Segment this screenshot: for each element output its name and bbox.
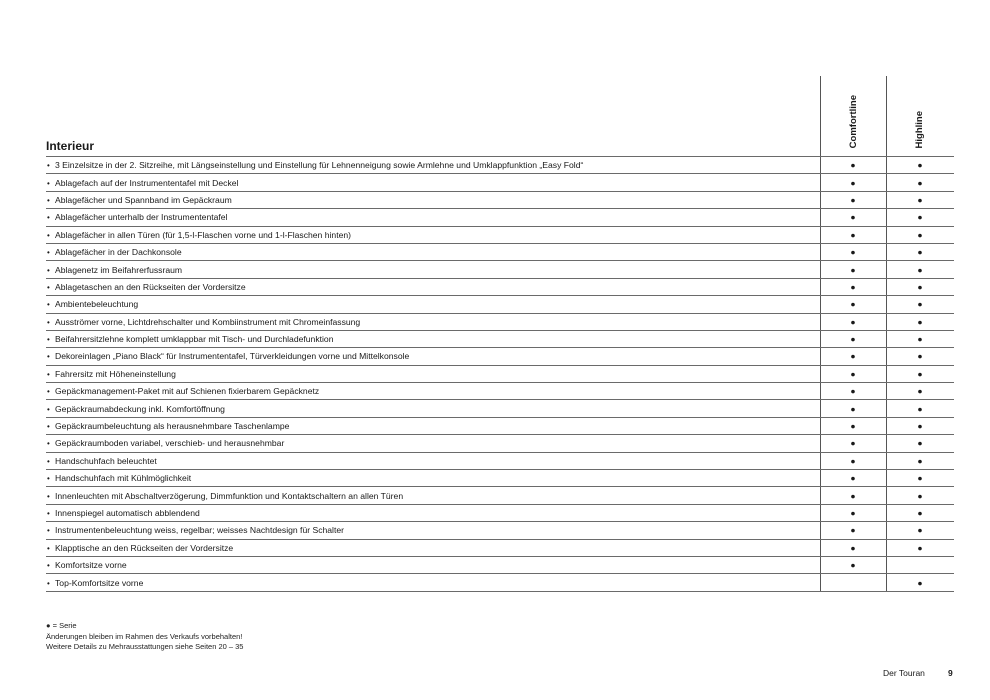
feature-cell <box>46 539 820 556</box>
feature-cell <box>46 278 820 295</box>
feature-cell <box>46 174 820 191</box>
comfortline-cell <box>820 365 886 382</box>
comfortline-cell <box>820 278 886 295</box>
standard-dot-icon: ● <box>850 177 856 188</box>
standard-dot-icon: ● <box>850 473 856 484</box>
bullet-icon: • <box>47 230 50 240</box>
footer-page-number: 9 <box>948 668 953 678</box>
standard-dot-icon: ● <box>850 508 856 518</box>
standard-dot-icon: ● <box>850 194 856 205</box>
table-row <box>46 348 954 365</box>
standard-dot-icon: ● <box>917 316 923 327</box>
table-row <box>46 243 954 260</box>
feature-label: Ablagefächer in allen Türen (für 1,5-l-Flaschen vorne und 1-l-Flaschen hinten) <box>55 229 352 240</box>
standard-dot-icon: ● <box>850 490 856 501</box>
feature-cell <box>46 243 820 260</box>
standard-dot-icon: ● <box>917 194 923 205</box>
table-row <box>46 504 954 521</box>
standard-dot-icon: ● <box>917 212 923 223</box>
standard-dot-icon: ● <box>917 160 923 171</box>
section-title: Interieur <box>46 139 95 153</box>
highline-cell <box>886 157 954 174</box>
feature-label: Gepäckraumboden variabel, verschieb- und herausnehmbar <box>55 438 285 449</box>
feature-label: Ablagefächer in der Dachkonsole <box>55 247 182 258</box>
feature-label: Ablagefächer unterhalb der Instrumententafel <box>55 212 228 223</box>
feature-label: 3 Einzelsitze in der 2. Sitzreihe, mit Längseinstellung und Einstellung für Lehnenneigung sowie Armlehne und Umklappfunktion „Easy Fold“ <box>55 160 584 171</box>
comfortline-cell <box>820 417 886 434</box>
table-row <box>46 400 954 417</box>
standard-dot-icon: ● <box>850 368 856 379</box>
table-row <box>46 330 954 347</box>
bullet-icon: • <box>47 404 50 414</box>
highline-cell <box>886 243 954 260</box>
standard-dot-icon: ● <box>917 525 923 536</box>
bullet-icon: • <box>47 352 50 362</box>
bullet-icon: • <box>47 526 50 536</box>
table-row <box>46 417 954 434</box>
standard-dot-icon: ● <box>917 386 923 397</box>
table-row <box>46 157 954 174</box>
standard-dot-icon: ● <box>850 560 856 571</box>
highline-cell <box>886 470 954 487</box>
standard-dot-icon: ● <box>850 455 856 466</box>
feature-cell <box>46 522 820 539</box>
feature-cell <box>46 330 820 347</box>
equipment-table-body <box>46 157 954 592</box>
standard-dot-icon: ● <box>917 368 923 379</box>
highline-cell <box>886 522 954 539</box>
comfortline-cell <box>820 226 886 243</box>
standard-dot-icon: ● <box>917 455 923 466</box>
standard-dot-icon: ● <box>917 473 923 484</box>
feature-label: Innenspiegel automatisch abblendend <box>55 508 200 518</box>
standard-dot-icon: ● <box>917 438 923 449</box>
standard-dot-icon: ● <box>917 351 923 362</box>
bullet-icon: • <box>47 509 50 518</box>
bullet-icon: • <box>47 561 50 571</box>
table-row <box>46 556 954 573</box>
highline-cell <box>886 191 954 208</box>
highline-cell <box>886 174 954 191</box>
feature-label: Innenleuchten mit Abschaltverzögerung, Dimmfunktion und Kontaktschaltern an allen Türen <box>55 490 404 501</box>
column-header-comfortline <box>843 86 863 148</box>
standard-dot-icon: ● <box>850 247 856 258</box>
feature-cell <box>46 261 820 278</box>
comfortline-cell <box>820 383 886 400</box>
standard-dot-icon: ● <box>917 542 923 553</box>
bullet-icon: • <box>47 422 50 432</box>
table-row <box>46 470 954 487</box>
legend-reference: Weitere Details zu Mehrausstattungen siehe Seiten 20 – 35 <box>46 642 244 651</box>
comfortline-cell <box>820 191 886 208</box>
highline-cell <box>886 278 954 295</box>
comfortline-cell <box>820 487 886 504</box>
comfortline-cell <box>820 470 886 487</box>
feature-label: Handschuhfach beleuchtet <box>55 455 157 466</box>
highline-cell <box>886 296 954 313</box>
comfortline-cell <box>820 330 886 347</box>
highline-cell <box>886 383 954 400</box>
standard-dot-icon: ● <box>917 177 923 188</box>
highline-cell <box>886 452 954 469</box>
table-row <box>46 365 954 382</box>
standard-dot-icon: ● <box>850 229 856 240</box>
highline-cell <box>886 261 954 278</box>
table-row <box>46 261 954 278</box>
feature-cell <box>46 209 820 226</box>
feature-cell <box>46 574 820 591</box>
highline-cell <box>886 556 954 573</box>
bullet-icon: • <box>47 265 50 275</box>
standard-dot-icon: ● <box>917 247 923 258</box>
highline-cell <box>886 348 954 365</box>
feature-cell <box>46 504 820 521</box>
feature-label: Fahrersitz mit Höheneinstellung <box>55 368 176 379</box>
table-row <box>46 487 954 504</box>
standard-dot-icon: ● <box>850 542 856 553</box>
table-row <box>46 383 954 400</box>
standard-dot-icon: ● <box>850 212 856 223</box>
standard-dot-icon: ● <box>917 334 923 345</box>
standard-dot-icon: ● <box>917 264 923 275</box>
feature-label: Komfortsitze vorne <box>55 560 127 571</box>
feature-cell <box>46 452 820 469</box>
bullet-icon: • <box>47 456 50 466</box>
standard-dot-icon: ● <box>850 299 856 310</box>
table-row <box>46 435 954 452</box>
standard-dot-icon: ● <box>850 264 856 275</box>
feature-cell <box>46 400 820 417</box>
table-row <box>46 296 954 313</box>
feature-label: Ablagenetz im Beifahrerfussraum <box>55 264 183 275</box>
column-header-highline <box>909 86 929 148</box>
comfortline-cell <box>820 209 886 226</box>
bullet-icon: • <box>47 578 50 588</box>
feature-label: Ablagetaschen an den Rückseiten der Vordersitze <box>55 281 246 292</box>
bullet-icon: • <box>47 317 50 327</box>
comfortline-cell <box>820 556 886 573</box>
comfortline-cell <box>820 522 886 539</box>
bullet-icon: • <box>47 161 50 171</box>
table-row <box>46 522 954 539</box>
feature-cell <box>46 435 820 452</box>
feature-cell <box>46 487 820 504</box>
standard-dot-icon: ● <box>850 438 856 449</box>
feature-label: Handschuhfach mit Kühlmöglichkeit <box>55 473 192 484</box>
column-header-highline-label: Highline <box>913 110 925 148</box>
comfortline-cell <box>820 504 886 521</box>
comfortline-cell <box>820 435 886 452</box>
standard-dot-icon: ● <box>850 525 856 536</box>
feature-cell <box>46 556 820 573</box>
highline-cell <box>886 435 954 452</box>
feature-label: Klapptische an den Rückseiten der Vordersitze <box>55 542 234 553</box>
bullet-icon: • <box>47 491 50 501</box>
bullet-icon: • <box>47 282 50 292</box>
standard-dot-icon: ● <box>850 351 856 362</box>
bullet-icon: • <box>47 300 50 310</box>
bullet-icon: • <box>47 369 50 379</box>
standard-dot-icon: ● <box>917 421 923 432</box>
feature-label: Ablagefach auf der Instrumententafel mit Deckel <box>55 177 239 188</box>
comfortline-cell <box>820 574 886 591</box>
standard-dot-icon: ● <box>917 577 923 588</box>
table-row <box>46 278 954 295</box>
feature-label: Beifahrersitzlehne komplett umklappbar mit Tisch- und Durchladefunktion <box>55 334 334 345</box>
highline-cell <box>886 487 954 504</box>
highline-cell <box>886 330 954 347</box>
bullet-icon: • <box>47 474 50 484</box>
bullet-icon: • <box>47 178 50 188</box>
feature-label: Gepäckraumabdeckung inkl. Komfortöffnung <box>55 403 225 414</box>
standard-dot-icon: ● <box>917 281 923 292</box>
table-row <box>46 209 954 226</box>
feature-cell <box>46 383 820 400</box>
feature-label: Top-Komfortsitze vorne <box>55 577 144 588</box>
comfortline-cell <box>820 261 886 278</box>
feature-label: Ausströmer vorne, Lichtdrehschalter und Kombiinstrument mit Chromeinfassung <box>55 316 361 327</box>
comfortline-cell <box>820 539 886 556</box>
highline-cell <box>886 226 954 243</box>
highline-cell <box>886 400 954 417</box>
standard-dot-icon: ● <box>850 160 856 171</box>
comfortline-cell <box>820 157 886 174</box>
highline-cell <box>886 209 954 226</box>
bullet-icon: • <box>47 387 50 397</box>
feature-label: Gepäckmanagement-Paket mit auf Schienen fixierbarem Gepäcknetz <box>55 386 320 397</box>
comfortline-cell <box>820 296 886 313</box>
standard-dot-icon: ● <box>917 403 923 414</box>
feature-label: Ambientebeleuchtung <box>55 299 139 310</box>
standard-dot-icon: ● <box>917 490 923 501</box>
table-row <box>46 174 954 191</box>
bullet-icon: • <box>47 213 50 223</box>
legend-disclaimer: Änderungen bleiben im Rahmen des Verkaufs vorbehalten! <box>46 631 243 641</box>
feature-label: Ablagefächer und Spannband im Gepäckraum <box>55 194 232 205</box>
bullet-icon: • <box>47 543 50 553</box>
legend-symbol-line: ● = Serie <box>46 621 77 630</box>
standard-dot-icon: ● <box>850 334 856 345</box>
standard-dot-icon: ● <box>917 508 923 518</box>
comfortline-cell <box>820 313 886 330</box>
table-row <box>46 452 954 469</box>
feature-label: Instrumentenbeleuchtung weiss, regelbar; weisses Nachtdesign für Schalter <box>55 525 344 536</box>
highline-cell <box>886 313 954 330</box>
highline-cell <box>886 365 954 382</box>
highline-cell <box>886 574 954 591</box>
feature-cell <box>46 226 820 243</box>
feature-label: Dekoreinlagen „Piano Black“ für Instrumententafel, Türverkleidungen vorne und Mittelkonsole <box>55 351 410 362</box>
comfortline-cell <box>820 243 886 260</box>
comfortline-cell <box>820 452 886 469</box>
standard-dot-icon: ● <box>917 229 923 240</box>
feature-cell <box>46 157 820 174</box>
standard-dot-icon: ● <box>850 403 856 414</box>
bullet-icon: • <box>47 248 50 258</box>
bullet-icon: • <box>47 195 50 205</box>
table-row <box>46 539 954 556</box>
footer-model: Der Touran <box>883 668 925 678</box>
column-header-comfortline-label: Comfortline <box>847 94 859 148</box>
feature-cell <box>46 348 820 365</box>
table-row <box>46 313 954 330</box>
bullet-icon: • <box>47 335 50 345</box>
standard-dot-icon: ● <box>917 299 923 310</box>
standard-dot-icon: ● <box>850 281 856 292</box>
highline-cell <box>886 539 954 556</box>
legend <box>46 621 243 653</box>
highline-cell <box>886 417 954 434</box>
feature-cell <box>46 191 820 208</box>
feature-cell <box>46 313 820 330</box>
feature-cell <box>46 296 820 313</box>
feature-cell <box>46 417 820 434</box>
standard-dot-icon: ● <box>850 421 856 432</box>
equipment-table <box>46 156 954 592</box>
comfortline-cell <box>820 400 886 417</box>
feature-cell <box>46 470 820 487</box>
bullet-icon: • <box>47 439 50 449</box>
table-row <box>46 574 954 591</box>
feature-cell <box>46 365 820 382</box>
standard-dot-icon: ● <box>850 386 856 397</box>
comfortline-cell <box>820 174 886 191</box>
feature-label: Gepäckraumbeleuchtung als herausnehmbare Taschenlampe <box>55 421 290 432</box>
table-row <box>46 191 954 208</box>
highline-cell <box>886 504 954 521</box>
comfortline-cell <box>820 348 886 365</box>
table-row <box>46 226 954 243</box>
standard-dot-icon: ● <box>850 316 856 327</box>
